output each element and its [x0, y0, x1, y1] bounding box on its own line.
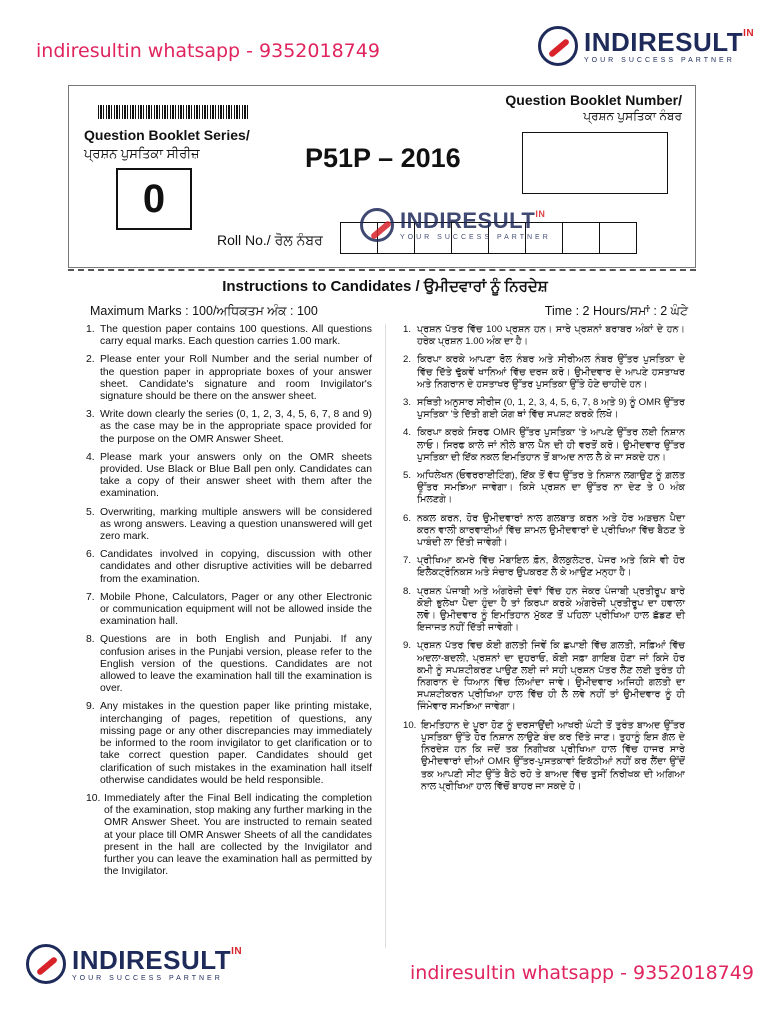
logo-tagline: YOUR SUCCESS PARTNER: [72, 974, 223, 982]
instruction-number: 1.: [403, 324, 412, 335]
instruction-text: ਕਿਰਪਾ ਕਰਕੇ ਸਿਰਫ OMR ਉੱਤਰ ਪੁਸਤਿਕਾ 'ਤੇ ਆਪਣੇ ਉੱਤਰ ਲਈ ਨਿਸ਼ਾਨ ਲਾਓ। ਸਿਰਫ ਕਾਲੇ ਜਾਂ ਨੀਲੇ ਬਾਲ ਪੈਨ ਦੀ ਹੀ ਵਰਤੋਂ ਕਰੋ। ਉਮੀਦਵਾਰ ਉੱਤਰ ਪੁਸਤਿਕਾ ਦੀ ਇੱਕ ਨਕਲ ਇਮਤਿਹਾਨ ਤੋਂ ਬਾਅਦ ਨਾਲ ਲੈ ਕੇ ਜਾ ਸਕਦੇ ਹਨ।: [417, 427, 685, 463]
logo-suffix: IN: [535, 208, 546, 219]
instruction-number: 3.: [403, 397, 412, 409]
instructions-title: Instructions to Candidates / ਉਮੀਦਵਾਰਾਂ ਨੂੰ ਨਿਰਦੇਸ਼: [222, 278, 548, 295]
instruction-item-punjabi: [403, 586, 685, 635]
instruction-number: 4.: [403, 427, 412, 439]
instructions-english: [86, 324, 372, 884]
instruction-number: 2.: [403, 354, 412, 366]
instruction-text: ਇਮਤਿਹਾਨ ਦੇ ਪੂਰਾ ਹੋਣ ਨੂੰ ਦਰਸਾਉਂਦੀ ਆਖਰੀ ਘੰਟੀ ਤੋਂ ਤੁਰੰਤ ਬਾਅਦ ਉੱਤਰ ਪੁਸਤਿਕਾ ਉੱਤੇ ਹੋਰ ਨਿਸ਼ਾਨ ਲਾਉਣੇ ਬੰਦ ਕਰ ਦਿੱਤੇ ਜਾਣ। ਤੁਹਾਨੂੰ ਇਸ ਗੱਲ ਦੇ ਨਿਰਦੇਸ਼ ਹਨ ਕਿ ਜਦੋਂ ਤਕ ਨਿਗੀਖਕ ਪ੍ਰੀਖਿਆ ਹਾਲ ਵਿੱਚ ਹਾਜਰ ਸਾਰੇ ਉਮੀਦਵਾਰਾਂ ਦੀਆਂ OMR ਉੱਤਰ-ਪੁਸਤਕਾਵਾਂ ਇਕੱਠੀਆਂ ਨਹੀਂ ਕਰ ਲੈਂਦਾ ਉੱਦੋਂ ਤਕ ਆਪਣੀ ਸੀਟ ਉੱਤੇ ਬੈਠੇ ਰਹੋ ਤੇ ਬਾਅਦ ਵਿੱਚ ਤੁਸੀਂ ਨਿਰੀਖਕ ਦੀ ਅਗਿਆ ਨਾਲ ਪ੍ਰੀਖਿਆ ਹਾਲ ਵਿੱਚੋਂ ਬਾਹਰ ਜਾ ਸਕਦੇ ਹੋ।: [421, 719, 685, 792]
instruction-number: 1.: [86, 324, 95, 335]
series-label-punjabi: ਪ੍ਰਸ਼ਨ ਪੁਸਤਿਕਾ ਸੀਰੀਜ਼: [84, 146, 200, 161]
booklet-number-label: Question Booklet Number/: [505, 92, 682, 108]
instruction-text: ਪ੍ਰਸ਼ਨ ਪੱਤਰ ਵਿੱਚ 100 ਪ੍ਰਸ਼ਨ ਹਨ। ਸਾਰੇ ਪ੍ਰਸ਼ਨਾਂ ਬਰਾਬਰ ਅੰਕਾਂ ਦੇ ਹਨ। ਹਰੇਕ ਪ੍ਰਸ਼ਨ 1.00 ਅੰਕ ਦਾ ਹੈ।: [417, 324, 685, 348]
logo-tagline: YOUR SUCCESS PARTNER: [584, 56, 735, 64]
instruction-item-punjabi: [403, 397, 685, 421]
instruction-number: 5.: [86, 506, 95, 518]
instruction-item-english: [86, 324, 372, 348]
logo-suffix: IN: [743, 27, 755, 39]
instruction-number: 9.: [86, 701, 95, 713]
instruction-item-punjabi: [403, 470, 685, 507]
instruction-item-punjabi: [403, 427, 685, 464]
instruction-text: ਪ੍ਰੀਖਿਆ ਕਮਰੇ ਵਿੱਚ ਮੋਬਾਇਲ ਫ਼ੋਨ, ਕੈਲਕੁਲੇਟਰ, ਪੇਜਰ ਅਤੇ ਕਿਸੇ ਵੀ ਹੋਰ ਇਲੈਕਟ੍ਰੋਨਿਕਸ ਅਤੇ ਸੰਚਾਰ ਉਪਕਰਣ ਲੈ ਕੇ ਆਉਣ ਮਨ੍ਹਾ ਹੈ।: [417, 555, 685, 579]
barcode: [98, 105, 248, 119]
series-label: Question Booklet Series/: [84, 127, 250, 143]
instruction-number: 9.: [403, 640, 412, 652]
instruction-text: Write down clearly the series (0, 1, 2, 3, 4, 5, 6, 7, 8 and 9) as the case may be in the appropriate space provided for the purpose on the OMR Answer Sheet.: [100, 409, 372, 445]
instruction-text: Please mark your answers only on the OMR sheets provided. Use Black or Blue Ball pen only. Candidates can take a copy of their answer sheet with them after the examination.: [100, 451, 372, 500]
instruction-text: ਕਿਰਪਾ ਕਰਕੇ ਆਪਣਾ ਰੋਲ ਨੰਬਰ ਅਤੇ ਸੀਰੀਅਲ ਨੰਬਰ ਉੱਤਰ ਪੁਸਤਿਕਾ ਦੇ ਵਿੱਚ ਦਿੱਤੇ ਢੁੱਕਵੇਂ ਖਾਨਿਆਂ ਵਿੱਚ ਦਰਜ ਕਰੋ। ਉਮੀਦਵਾਰ ਦੇ ਆਪਣੇ ਹਸਤਾਖਰ ਅਤੇ ਨਿਗਰਾਨ ਦੇ ਹਸਤਾਖਰ ਉੱਤਰ ਪੁਸਤਿਕਾ ਉੱਤੇ ਹੋਣੇ ਚਾਹੀਦੇ ਹਨ।: [417, 354, 685, 390]
instruction-item-english: [86, 507, 372, 544]
booklet-number-label-punjabi: ਪ੍ਰਸ਼ਨ ਪੁਸਤਿਕਾ ਨੰਬਰ: [583, 109, 682, 123]
instruction-number: 2.: [86, 354, 95, 366]
logo-emblem-icon: [26, 944, 66, 984]
logo-suffix: IN: [231, 945, 243, 957]
instruction-item-english: [86, 354, 372, 403]
instruction-text: ਨਕਲ ਕਰਨ, ਹੋਰ ਉਮੀਦਵਾਰਾਂ ਨਾਲ ਗਲਬਾਤ ਕਰਨ ਅਤੇ ਹੋਰ ਅੜਚਨ ਪੈਦਾ ਕਰਨ ਵਾਲੀ ਕਾਰਵਾਈਆਂ ਵਿੱਚ ਸ਼ਾਮਲ ਉਮੀਦਵਾਰਾਂ ਦੇ ਪ੍ਰੀਖਿਆ ਵਿੱਚ ਬੈਠਣ ਤੇ ਪਾਬੰਦੀ ਲਾ ਦਿੱਤੀ ਜਾਵੇਗੀ।: [417, 512, 685, 549]
instruction-item-english: [86, 793, 372, 878]
dashed-cut-line: [68, 269, 696, 271]
instruction-item-punjabi: [403, 513, 685, 550]
roll-digit-box: [562, 222, 600, 254]
instruction-text: Any mistakes in the question paper like printing mistake, interchanging of pages, repetition of questions, any missing page or any other discrepancies may immediately be informed to the room invigilator to get clarification or to take correct question paper. Candidates should get clarification of such mistakes in the examination hall itself otherwise candidates would be held responsible.: [100, 701, 372, 786]
instruction-number: 8.: [86, 634, 95, 646]
instruction-item-english: [86, 549, 372, 586]
instruction-item-english: [86, 592, 372, 629]
roll-label: Roll No./ ਰੋਲ ਨੰਬਰ: [217, 232, 323, 248]
roll-digit-box: [599, 222, 637, 254]
instruction-item-english: [86, 634, 372, 695]
instruction-item-punjabi: [403, 640, 685, 713]
instruction-item-english: [86, 452, 372, 501]
instruction-number: 3.: [86, 409, 95, 421]
instruction-text: ਅਧਿਲੇਖਨ (ਓਵਰਰਾਈਟਿੰਗ), ਇੱਕ ਤੋਂ ਵੱਧ ਉੱਤਰ ਤੇ ਨਿਸ਼ਾਨ ਲਗਾਉਣ ਨੂੰ ਗ਼ਲਤ ਉੱਤਰ ਸਮਝਿਆ ਜਾਵੇਗਾ। ਕਿਸੇ ਪ੍ਰਸ਼ਨ ਦਾ ਉੱਤਰ ਨਾ ਦੇਣ ਤੇ 0 ਅੰਕ ਮਿਲਣਗੇ।: [417, 470, 685, 506]
instruction-number: 7.: [403, 555, 412, 567]
instruction-item-english: [86, 409, 372, 446]
indiresult-logo-watermark: [360, 208, 551, 242]
logo-emblem-icon: [538, 26, 578, 66]
instruction-number: 4.: [86, 451, 95, 463]
instruction-number: 6.: [403, 512, 412, 524]
time-allowed: Time : 2 Hours/ਸਮਾਂ : 2 ਘੰਟੇ: [544, 304, 688, 318]
instruction-text: ਪ੍ਰਸ਼ਨ ਪੱਤਰ ਵਿਚ ਕੋਈ ਗਲਤੀ ਜਿਵੇਂ ਕਿ ਛਪਾਈ ਵਿੱਚ ਗ਼ਲਤੀ, ਸਫ਼ਿਆਂ ਵਿੱਚ ਅਦਲਾ-ਬਦਲੀ, ਪ੍ਰਸ਼ਨਾਂ ਦਾ ਦੁਹਰਾਓ, ਕੋਈ ਸਫ਼ਾ ਗਾਇਬ ਹੋਣਾ ਜਾਂ ਕਿਸੇ ਹੋਰ ਕਮੀ ਨੂੰ ਸਪਸ਼ਟੀਕਰਣ ਪਾਉਣ ਲਈ ਜਾਂ ਸਹੀ ਪ੍ਰਸ਼ਨ ਪੱਤਰ ਲੈਣ ਲਈ ਤੁਰੰਤ ਹੀ ਨਿਗਰਾਨ ਦੇ ਧਿਆਨ ਵਿੱਚ ਲਿਆਂਦਾ ਜਾਵੇ। ਉਮੀਦਵਾਰ ਅਜਿਹੀ ਗਲਤੀ ਦਾ ਸਪਸ਼ਟੀਕਰਨ ਪ੍ਰੀਖਿਆ ਹਾਲ ਵਿੱਚ ਹੀ ਲੈ ਲਵੇ ਨਹੀਂ ਤਾਂ ਉਮੀਦਵਾਰ ਨੂੰ ਹੀ ਜਿੰਮੇਵਾਰ ਸਮਝਿਆ ਜਾਵੇਗਾ।: [417, 640, 685, 713]
instruction-number: 6.: [86, 549, 95, 561]
instruction-text: ਪ੍ਰਸ਼ਨ ਪੰਜਾਬੀ ਅਤੇ ਅੰਗਰੇਜ਼ੀ ਦੋਵਾਂ ਵਿੱਚ ਹਨ ਜੇਕਰ ਪੰਜਾਬੀ ਪ੍ਰਤੀਰੂਪ ਬਾਰੇ ਕੋਈ ਭੁਲੇਖਾ ਪੈਦਾ ਹੁੰਦਾ ਹੈ ਤਾਂ ਕਿਰਪਾ ਕਰਕੇ ਅੰਗਰੇਜ਼ੀ ਪ੍ਰਤੀਰੂਪ ਦਾ ਹਵਾਲਾ ਲਵੋ। ਉਮੀਦਵਾਰ ਨੂੰ ਇਮਤਿਹਾਨ ਮੁੱਕਣ ਤੋਂ ਪਹਿਲਾ ਪ੍ਰੀਖਿਆ ਹਾਲ ਛੱਡਣ ਦੀ ਇਜਾਜਤ ਨਹੀਂ ਦਿੱਤੀ ਜਾਵੇਗੀ।: [417, 585, 685, 634]
logo-tagline: YOUR SUCCESS PARTNER: [400, 233, 551, 241]
instruction-number: 8.: [403, 585, 412, 597]
logo-brand: INDIRESULT: [400, 207, 536, 233]
instruction-number: 5.: [403, 470, 412, 482]
instruction-text: Immediately after the Final Bell indicating the completion of the examination, stop making any further marking in the OMR Answer Sheet. You are instructed to remain seated at your place till OMR Answer Sheets of all the candidates present in the hall are collected by the Invigilator and further you can leave the examination hall as permitted by the Invigilator.: [104, 792, 372, 878]
indiresult-logo-top: [538, 26, 754, 66]
instruction-text: ਸਥਿਤੀ ਅਨੁਸਾਰ ਸੀਰੀਜ (0, 1, 2, 3, 4, 5, 6, 7, 8 ਅਤੇ 9) ਨੂੰ OMR ਉੱਤਰ ਪੁਸਤਿਕਾ 'ਤੇ ਦਿੱਤੀ ਗਈ ਯੋਗ ਥਾਂ ਵਿੱਚ ਸਪਸ਼ਟ ਕਰਕੇ ਲਿਖੋ।: [417, 397, 685, 421]
logo-brand: INDIRESULT: [584, 26, 744, 57]
watermark-top: indiresultin whatsapp - 9352018749: [36, 40, 380, 62]
instruction-number: 10.: [403, 719, 417, 731]
instruction-text: Questions are in both English and Punjabi. If any confusion arises in the Punjabi version, please refer to the English version of the questions. Candidates are not allowed to leave the examination hall till the examination is over.: [100, 634, 372, 695]
logo-emblem-icon: [360, 208, 394, 242]
booklet-number-box: [522, 132, 668, 194]
instruction-item-punjabi: [403, 720, 685, 793]
instruction-item-punjabi: [403, 324, 685, 348]
paper-code: P51P – 2016: [305, 143, 461, 173]
instruction-text: The question paper contains 100 questions. All questions carry equal marks. Each question carries 1.00 mark.: [100, 324, 372, 348]
max-marks: Maximum Marks : 100/ਅਧਿਕਤਮ ਅੰਕ : 100: [90, 304, 318, 318]
logo-brand: INDIRESULT: [72, 944, 232, 975]
instruction-number: 7.: [86, 591, 95, 603]
instruction-text: Please enter your Roll Number and the serial number of the question paper in appropriate boxes of your answer sheet. Candidate's signature and room Invigilator's signature should be there on the answer sheet.: [100, 354, 372, 403]
instruction-item-english: [86, 701, 372, 786]
indiresult-logo-bottom: [26, 944, 242, 984]
watermark-bottom: indiresultin whatsapp - 9352018749: [410, 962, 754, 984]
instruction-text: Candidates involved in copying, discussion with other candidates and other disruptive activities will be debarred from the examination.: [100, 549, 372, 585]
instruction-text: Mobile Phone, Calculators, Pager or any other Electronic or communication equipment will not be allowed inside the examination hall.: [100, 591, 372, 628]
instruction-item-punjabi: [403, 354, 685, 391]
column-divider: [385, 324, 386, 948]
instruction-number: 10.: [86, 792, 101, 804]
instruction-item-punjabi: [403, 555, 685, 579]
instruction-text: Overwriting, marking multiple answers will be considered as wrong answers. Leaving a question unanswered will get zero mark.: [100, 506, 372, 543]
instructions-punjabi: [403, 324, 685, 799]
series-value-box: 0: [116, 168, 192, 230]
